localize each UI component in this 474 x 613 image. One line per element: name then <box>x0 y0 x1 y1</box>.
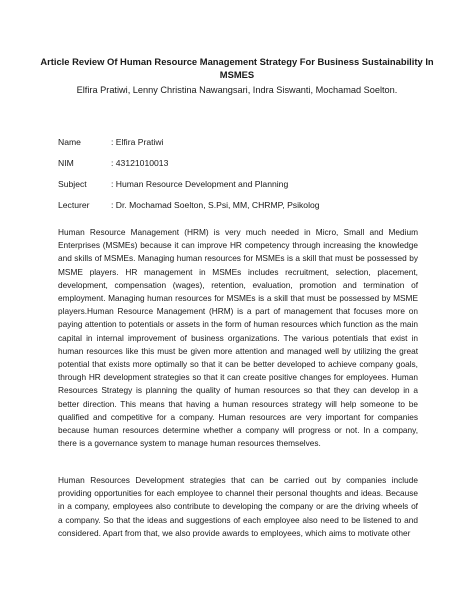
document-title: Article Review Of Human Resource Management Strategy For Business Sustainability In MSMES <box>40 56 434 80</box>
info-value: : Elfira Pratiwi <box>111 137 164 147</box>
info-row-subject <box>58 178 438 199</box>
author-list: Elfira Pratiwi, Lenny Christina Nawangsari, Indra Siswanti, Mochamad Soelton. <box>76 85 398 95</box>
body-paragraph-1: Human Resource Management (HRM) is very much needed in Micro, Small and Medium Enterprises (MSMEs) because it can improve HR competency through increasing the knowledge and skills of MSMEs. Managing human resources for MSMEs is a skill that must be possessed by MSME players. HR management in MSMEs includes recruitment, selection, placement, development, compensation (wages), retention, evaluation, promotion and termination of employment. Managing human resources for MSMEs is a skill that must be possessed by MSME players.Human Resource Management (HRM) is a part of management that focuses more on paying attention to potentials or assets in the form of human resources which function as the main capital in internal improvement of business organizations. The various potentials that exist in human resources like this must be given more attention and managed well by utilizing the great potential that exists more optimally so that it can be better developed to achieve company goals, through HR development strategies so that it can create positive changes for employees. Human Resources Strategy is planning the quality of human resources so that they can develop in a better direction. This means that having a human resources strategy will help someone to be qualified and competitive for a company. Human resources are very important for companies because human resources determine whether a company will progress or not. In a company, there is a governance system to manage human resources themselves. <box>58 227 418 449</box>
info-label: NIM <box>58 158 74 168</box>
info-value: : Dr. Mochamad Soelton, S.Psi, MM, CHRMP, Psikolog <box>111 200 320 210</box>
info-row-name <box>58 136 438 157</box>
info-row-lecturer <box>58 199 438 220</box>
info-value: : 43121010013 <box>111 158 169 168</box>
body-paragraph-2: Human Resources Development strategies that can be carried out by companies include providing opportunities for each employee to channel their personal thoughts and ideas. Because in a company, employees also contribute to developing the company or are the driving wheels of a company. So that the ideas and suggestions of each employee also need to be listened to and considered. Apart from that, we also provide awards to employees, which aims to motivate other <box>58 475 418 538</box>
info-label: Subject <box>58 179 87 189</box>
info-row-nim <box>58 157 438 178</box>
info-label: Lecturer <box>58 200 90 210</box>
info-label: Name <box>58 137 81 147</box>
student-info <box>58 136 438 220</box>
info-value: : Human Resource Development and Planning <box>111 179 289 189</box>
